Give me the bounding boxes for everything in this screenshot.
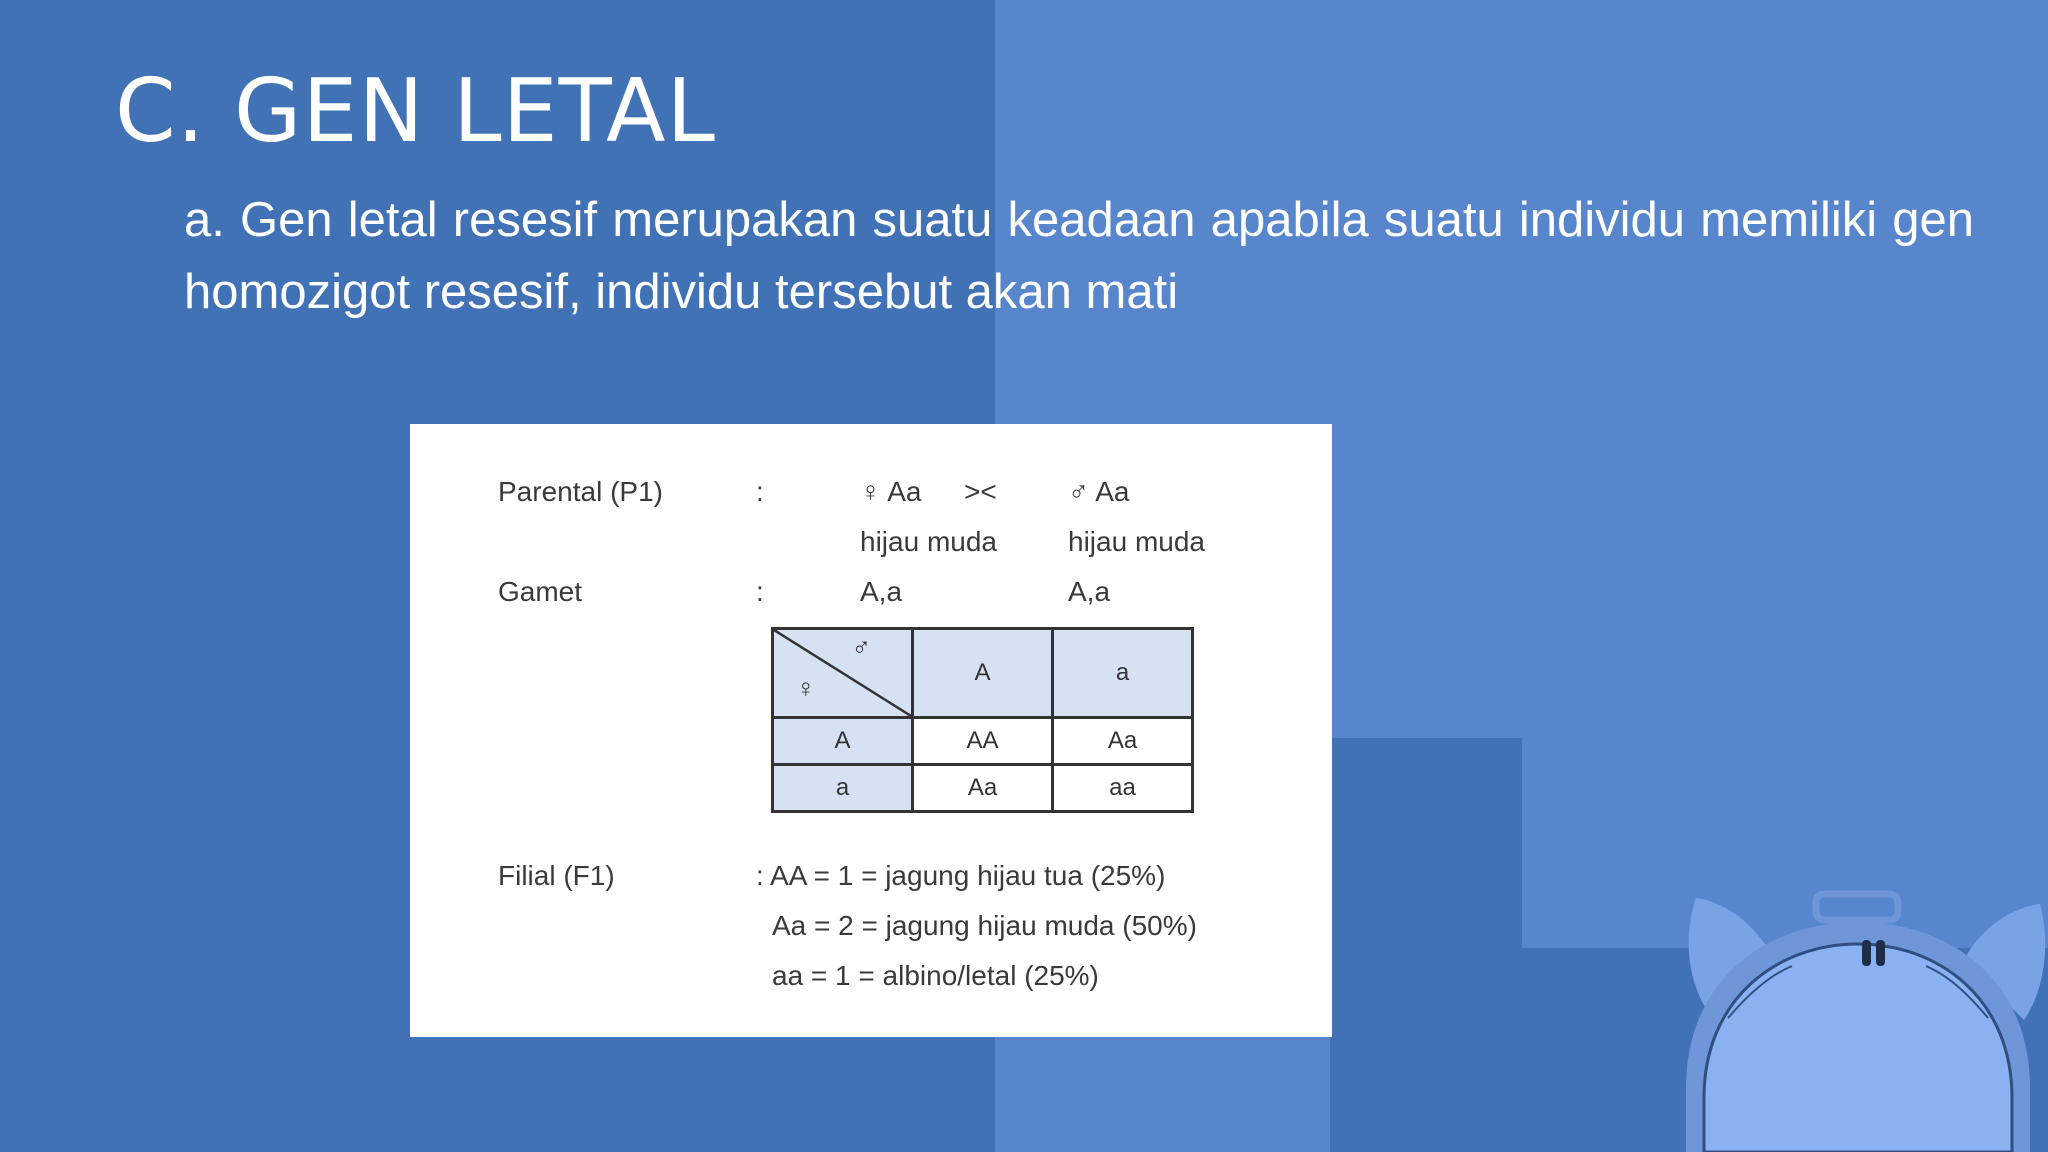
filial-line-2: Aa = 2 = jagung hijau muda (50%)	[772, 910, 1197, 941]
slide-title: C. GEN LETAL	[115, 60, 716, 162]
filial-line-3: aa = 1 = albino/letal (25%)	[772, 960, 1099, 991]
punnett-cell: Aa	[913, 765, 1053, 812]
punnett-row	[773, 765, 1193, 812]
punnett-cell: Aa	[1053, 718, 1193, 765]
parental-label: Parental (P1)	[498, 476, 663, 507]
male-symbol: ♂	[851, 632, 871, 662]
gamet-colon: :	[756, 576, 764, 607]
female-symbol: ♀	[796, 673, 816, 703]
gamet-label: Gamet	[498, 576, 583, 607]
punnett-row-header: a	[773, 765, 913, 812]
female-genotype: ♀ Aa	[860, 476, 922, 507]
punnett-corner-cell	[773, 629, 913, 718]
punnett-square	[771, 627, 1194, 813]
male-phenotype: hijau muda	[1068, 526, 1205, 557]
filial-label: Filial (F1)	[498, 860, 615, 891]
filial-line-1: : AA = 1 = jagung hijau tua (25%)	[756, 860, 1166, 891]
gamet-female: A,a	[860, 576, 903, 607]
punnett-cell: AA	[913, 718, 1053, 765]
punnett-header-row	[773, 629, 1193, 718]
background-block	[1330, 738, 1522, 1152]
punnett-cell: aa	[1053, 765, 1193, 812]
parental-colon: :	[756, 476, 764, 507]
backpack-mascot-icon	[1668, 888, 2048, 1152]
female-phenotype: hijau muda	[860, 526, 997, 557]
male-genotype: ♂ Aa	[1068, 476, 1130, 507]
punnett-row-header: A	[773, 718, 913, 765]
gamet-male: A,a	[1068, 576, 1111, 607]
punnett-row	[773, 718, 1193, 765]
punnett-col-header: A	[913, 629, 1053, 718]
cross-symbol: ><	[964, 476, 997, 507]
diagonal-line	[774, 630, 911, 716]
body-paragraph: a. Gen letal resesif merupakan suatu keadaan apabila suatu individu memiliki gen homozigot resesif, individu tersebut akan mati	[184, 193, 1974, 319]
punnett-col-header: a	[1053, 629, 1193, 718]
